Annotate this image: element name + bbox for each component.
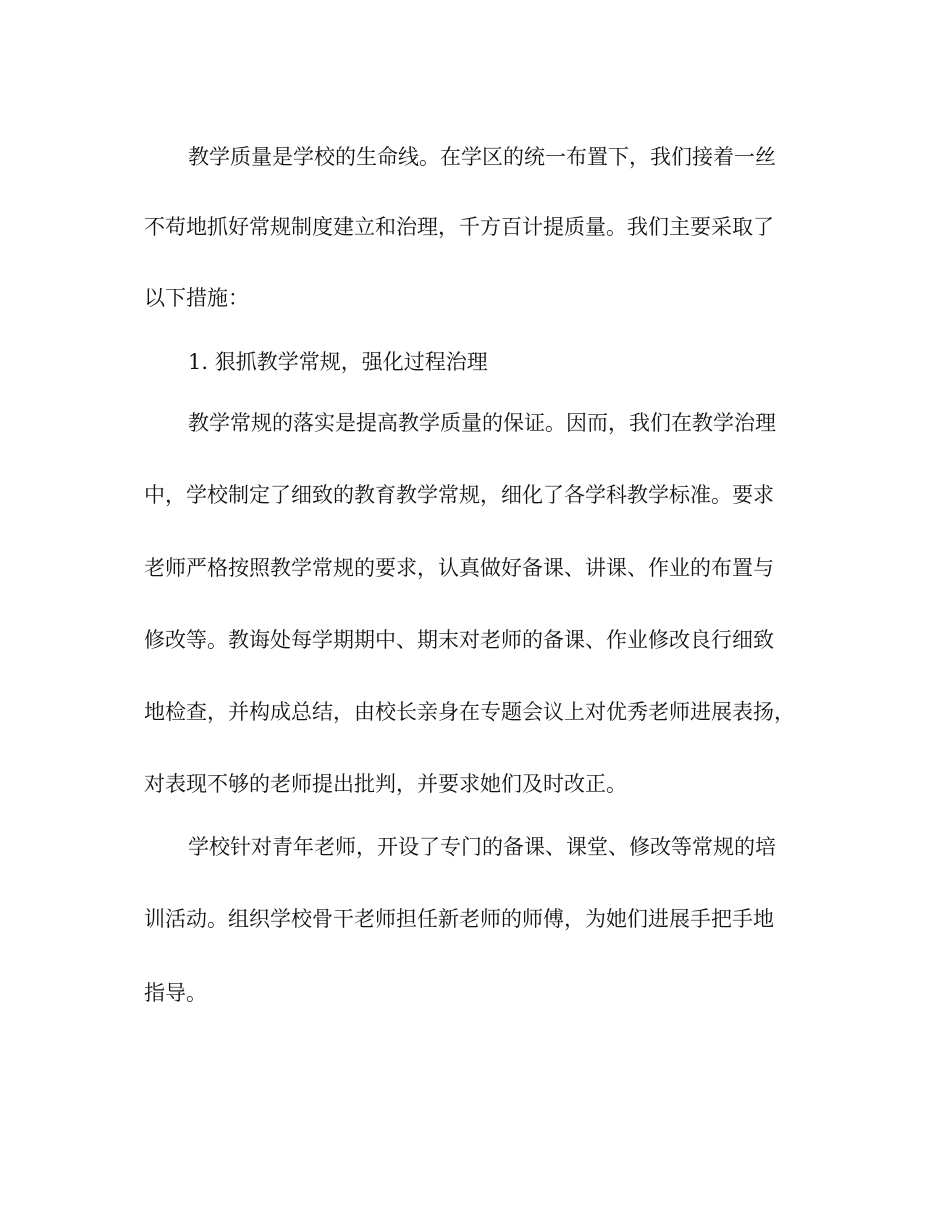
paragraph-2-line-5: 地检查，并构成总结，由校长亲身在专题会议上对优秀老师进展表扬， (144, 700, 795, 724)
paragraph-2-line-2: 中，学校制定了细致的教育教学常规，细化了各学科教学标准。要求 (144, 483, 774, 507)
paragraph-1-line-1: 教学质量是学校的生命线。在学区的统一布置下，我们接着一丝 (188, 145, 776, 169)
paragraph-3-line-1: 学校针对青年老师，开设了专门的备课、课堂、修改等常规的培 (188, 835, 776, 859)
paragraph-2-line-3: 老师严格按照教学常规的要求，认真做好备课、讲课、作业的布置与 (144, 556, 774, 580)
paragraph-2-line-4: 修改等。教诲处每学期期中、期末对老师的备课、作业修改良行细致 (144, 628, 774, 652)
section-heading-1: 1. 狠抓教学常规，强化过程治理 (188, 350, 488, 374)
paragraph-1-line-3: 以下措施： (144, 286, 249, 310)
paragraph-2-line-1: 教学常规的落实是提高教学质量的保证。因而，我们在教学治理 (188, 411, 776, 435)
paragraph-2-line-6: 对表现不够的老师提出批判，并要求她们及时改正。 (144, 772, 627, 796)
paragraph-3-line-2: 训活动。组织学校骨干老师担任新老师的师傅，为她们进展手把手地 (144, 907, 774, 931)
paragraph-1-line-2: 不苟地抓好常规制度建立和治理，千方百计提质量。我们主要采取了 (144, 215, 774, 239)
paragraph-3-line-3: 指导。 (144, 981, 207, 1005)
